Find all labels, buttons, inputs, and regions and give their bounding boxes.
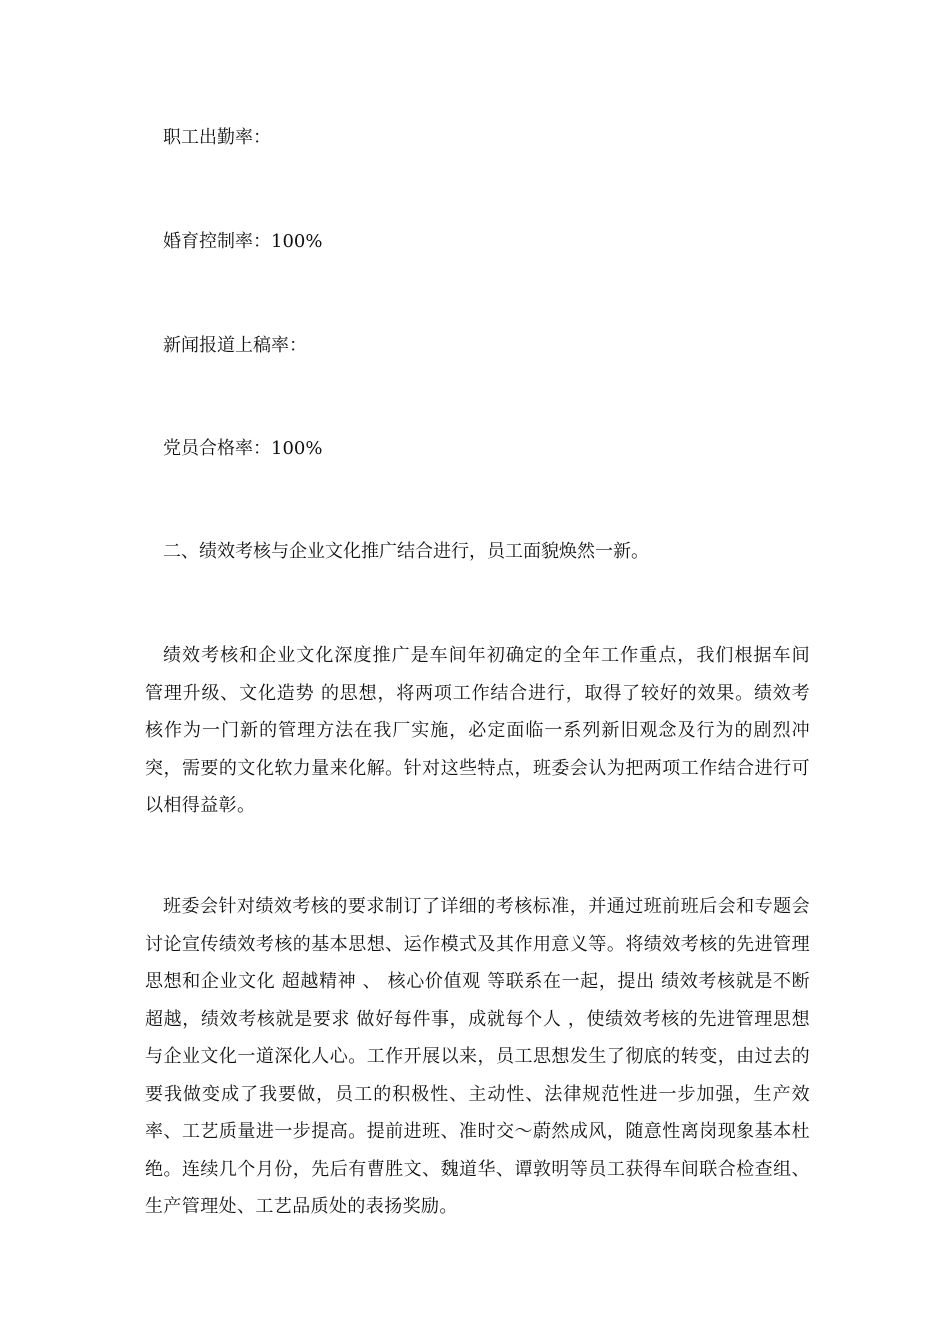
body-paragraph: 绩效考核和企业文化深度推广是车间年初确定的全年工作重点，我们根据车间 管理升级、文化造势 的思想，将两项工作结合进行，取得了较好的效果。绩效考核作为一门新的管理方法在我厂实施，必定面临一系列新旧观念及行为的剧烈冲突，需要的文化软力量来化解。针对这些特点，班委会认为把两项工作结合进行可以相得益彰。: [145, 645, 810, 816]
party-member-rate-item: 党员合格率：100%: [163, 438, 323, 459]
body-paragraph: 班委会针对绩效考核的要求制订了详细的考核标准，并通过班前班后会和专题会讨论宣传绩效考核的基本思想、运作模式及其作用意义等。将绩效考核的先进管理思想和企业文化 超越精神 、 核心价值观 等联系在一起，提出 绩效考核就是不断超越，绩效考核就是要求 做好每件事，成就每个人 ，使绩效考核的先进管理思想与企业文化一道深化人心。工作开展以来，员工思想发生了彻底的转变，由过去的要我做变成了我要做，员工的积极性、主动性、法律规范性进一步加强，生产效率、工艺质量进一步提高。提前进班、准时交～蔚然成风，随意性离岗现象基本杜绝。连续几个月份，先后有曹胜文、魏道华、谭敦明等员工获得车间联合检查组、生产管理处、工艺品质处的表扬奖励。: [145, 896, 810, 1217]
birth-control-rate-item: 婚育控制率：100%: [163, 231, 323, 252]
news-publication-rate-item: 新闻报道上稿率：: [163, 335, 307, 356]
section-heading: 二、绩效考核与企业文化推广结合进行，员工面貌焕然一新。: [163, 541, 649, 562]
attendance-rate-item: 职工出勤率：: [163, 127, 271, 148]
